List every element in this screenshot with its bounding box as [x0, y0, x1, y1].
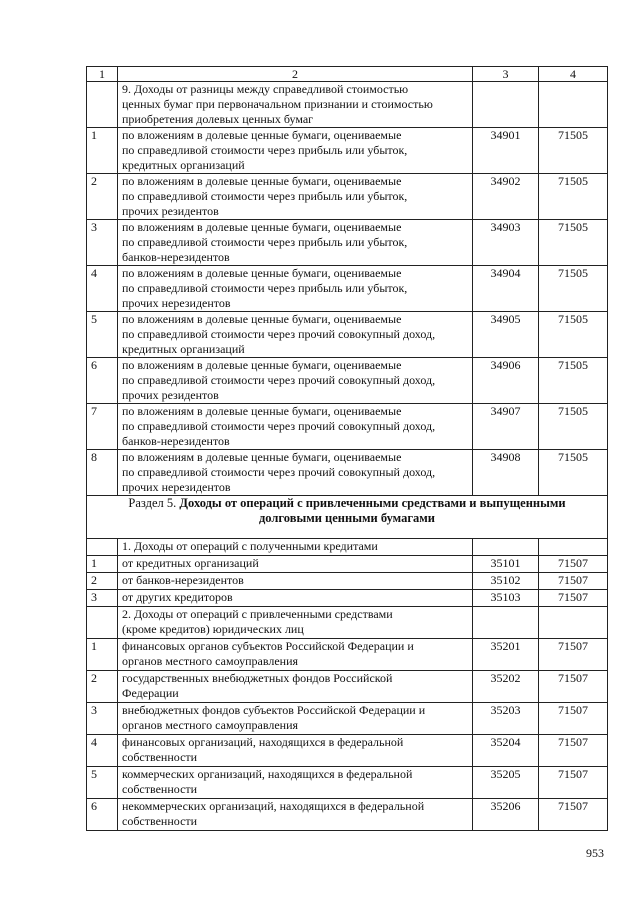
reference-code: 71507: [539, 799, 608, 831]
group-heading: 1. Доходы от операций с полученными кредитами: [118, 539, 473, 556]
reference-code: [539, 82, 608, 128]
account-code: 35206: [473, 799, 539, 831]
reference-code: 71507: [539, 556, 608, 573]
table-row: [87, 703, 608, 735]
column-number: 1: [87, 67, 118, 82]
account-code: [473, 607, 539, 639]
row-number: 4: [87, 266, 118, 312]
reference-code: 71505: [539, 450, 608, 496]
account-code: 35204: [473, 735, 539, 767]
table-row: [87, 767, 608, 799]
row-description: по вложениям в долевые ценные бумаги, оцениваемые по справедливой стоимости через прочий совокупный доход, банков-нерезидентов: [118, 404, 473, 450]
row-description: коммерческих организаций, находящихся в федеральной собственности: [118, 767, 473, 799]
reference-code: 71507: [539, 639, 608, 671]
row-number: [87, 539, 118, 556]
account-code: 34908: [473, 450, 539, 496]
table-row: [87, 358, 608, 404]
row-number: 1: [87, 556, 118, 573]
reference-code: 71507: [539, 590, 608, 607]
row-description: по вложениям в долевые ценные бумаги, оцениваемые по справедливой стоимости через прибыль или убыток, банков-нерезидентов: [118, 220, 473, 266]
table-row: [87, 671, 608, 703]
row-description: по вложениям в долевые ценные бумаги, оцениваемые по справедливой стоимости через прибыль или убыток, кредитных организаций: [118, 128, 473, 174]
section-heading-row: [87, 496, 608, 539]
account-code: 34901: [473, 128, 539, 174]
account-code: 34905: [473, 312, 539, 358]
reference-code: 71507: [539, 735, 608, 767]
reference-code: [539, 607, 608, 639]
group-heading: 9. Доходы от разницы между справедливой стоимостью ценных бумаг при первоначальном признании и стоимостью приобретения долевых ценных бумаг: [118, 82, 473, 128]
account-code: 35103: [473, 590, 539, 607]
section-heading: [87, 496, 608, 539]
reference-code: 71505: [539, 358, 608, 404]
table-row: [87, 174, 608, 220]
account-code: 34906: [473, 358, 539, 404]
section-title: Доходы от операций с привлеченными средствами и выпущенными долговыми ценными бумагами: [179, 496, 566, 525]
reference-code: 71505: [539, 312, 608, 358]
accounts-table: [86, 66, 608, 831]
page-number: 953: [586, 846, 604, 860]
row-description: по вложениям в долевые ценные бумаги, оцениваемые по справедливой стоимости через прочий совокупный доход, кредитных организаций: [118, 312, 473, 358]
account-code: [473, 82, 539, 128]
row-number: 1: [87, 128, 118, 174]
section-prefix: Раздел 5.: [128, 496, 180, 510]
table-row: [87, 220, 608, 266]
row-number: 7: [87, 404, 118, 450]
group-heading-row: [87, 607, 608, 639]
table-row: [87, 735, 608, 767]
row-description: по вложениям в долевые ценные бумаги, оцениваемые по справедливой стоимости через прочий совокупный доход, прочих нерезидентов: [118, 450, 473, 496]
column-number: 2: [118, 67, 473, 82]
row-number: 6: [87, 358, 118, 404]
account-code: 34903: [473, 220, 539, 266]
row-number: [87, 82, 118, 128]
row-number: 6: [87, 799, 118, 831]
account-code: 35202: [473, 671, 539, 703]
row-description: от кредитных организаций: [118, 556, 473, 573]
row-description: финансовых организаций, находящихся в федеральной собственности: [118, 735, 473, 767]
row-number: 3: [87, 220, 118, 266]
group-heading-row: [87, 82, 608, 128]
row-number: 1: [87, 639, 118, 671]
row-number: 5: [87, 767, 118, 799]
account-code: 35201: [473, 639, 539, 671]
account-code: 35102: [473, 573, 539, 590]
row-description: государственных внебюджетных фондов Российской Федерации: [118, 671, 473, 703]
reference-code: 71505: [539, 220, 608, 266]
row-description: внебюджетных фондов субъектов Российской Федерации и органов местного самоуправления: [118, 703, 473, 735]
account-code: [473, 539, 539, 556]
table-row: [87, 590, 608, 607]
row-description: по вложениям в долевые ценные бумаги, оцениваемые по справедливой стоимости через прибыль или убыток, прочих резидентов: [118, 174, 473, 220]
accounts-table-body: [87, 67, 608, 831]
reference-code: 71505: [539, 266, 608, 312]
row-description: от банков-нерезидентов: [118, 573, 473, 590]
account-code: 35203: [473, 703, 539, 735]
row-description: по вложениям в долевые ценные бумаги, оцениваемые по справедливой стоимости через прочий совокупный доход, прочих резидентов: [118, 358, 473, 404]
reference-code: 71505: [539, 404, 608, 450]
row-description: некоммерческих организаций, находящихся в федеральной собственности: [118, 799, 473, 831]
table-row: [87, 128, 608, 174]
row-number: 8: [87, 450, 118, 496]
column-number: 3: [473, 67, 539, 82]
column-number: 4: [539, 67, 608, 82]
row-number: 3: [87, 590, 118, 607]
table-row: [87, 312, 608, 358]
account-code: 35205: [473, 767, 539, 799]
reference-code: 71507: [539, 573, 608, 590]
reference-code: 71505: [539, 174, 608, 220]
reference-code: 71507: [539, 671, 608, 703]
table-row: [87, 556, 608, 573]
row-number: 2: [87, 671, 118, 703]
account-code: 34907: [473, 404, 539, 450]
group-heading: 2. Доходы от операций с привлеченными средствами (кроме кредитов) юридических лиц: [118, 607, 473, 639]
reference-code: 71505: [539, 128, 608, 174]
table-row: [87, 799, 608, 831]
table-row: [87, 573, 608, 590]
account-code: 34902: [473, 174, 539, 220]
row-number: 2: [87, 174, 118, 220]
group-heading-row: [87, 539, 608, 556]
table-row: [87, 639, 608, 671]
row-number: [87, 607, 118, 639]
row-number: 2: [87, 573, 118, 590]
column-number-row: [87, 67, 608, 82]
row-number: 4: [87, 735, 118, 767]
row-description: по вложениям в долевые ценные бумаги, оцениваемые по справедливой стоимости через прибыль или убыток, прочих нерезидентов: [118, 266, 473, 312]
account-code: 35101: [473, 556, 539, 573]
table-row: [87, 404, 608, 450]
table-row: [87, 266, 608, 312]
row-number: 3: [87, 703, 118, 735]
row-description: финансовых органов субъектов Российской Федерации и органов местного самоуправления: [118, 639, 473, 671]
row-description: от других кредиторов: [118, 590, 473, 607]
reference-code: 71507: [539, 767, 608, 799]
row-number: 5: [87, 312, 118, 358]
account-code: 34904: [473, 266, 539, 312]
reference-code: 71507: [539, 703, 608, 735]
reference-code: [539, 539, 608, 556]
table-row: [87, 450, 608, 496]
